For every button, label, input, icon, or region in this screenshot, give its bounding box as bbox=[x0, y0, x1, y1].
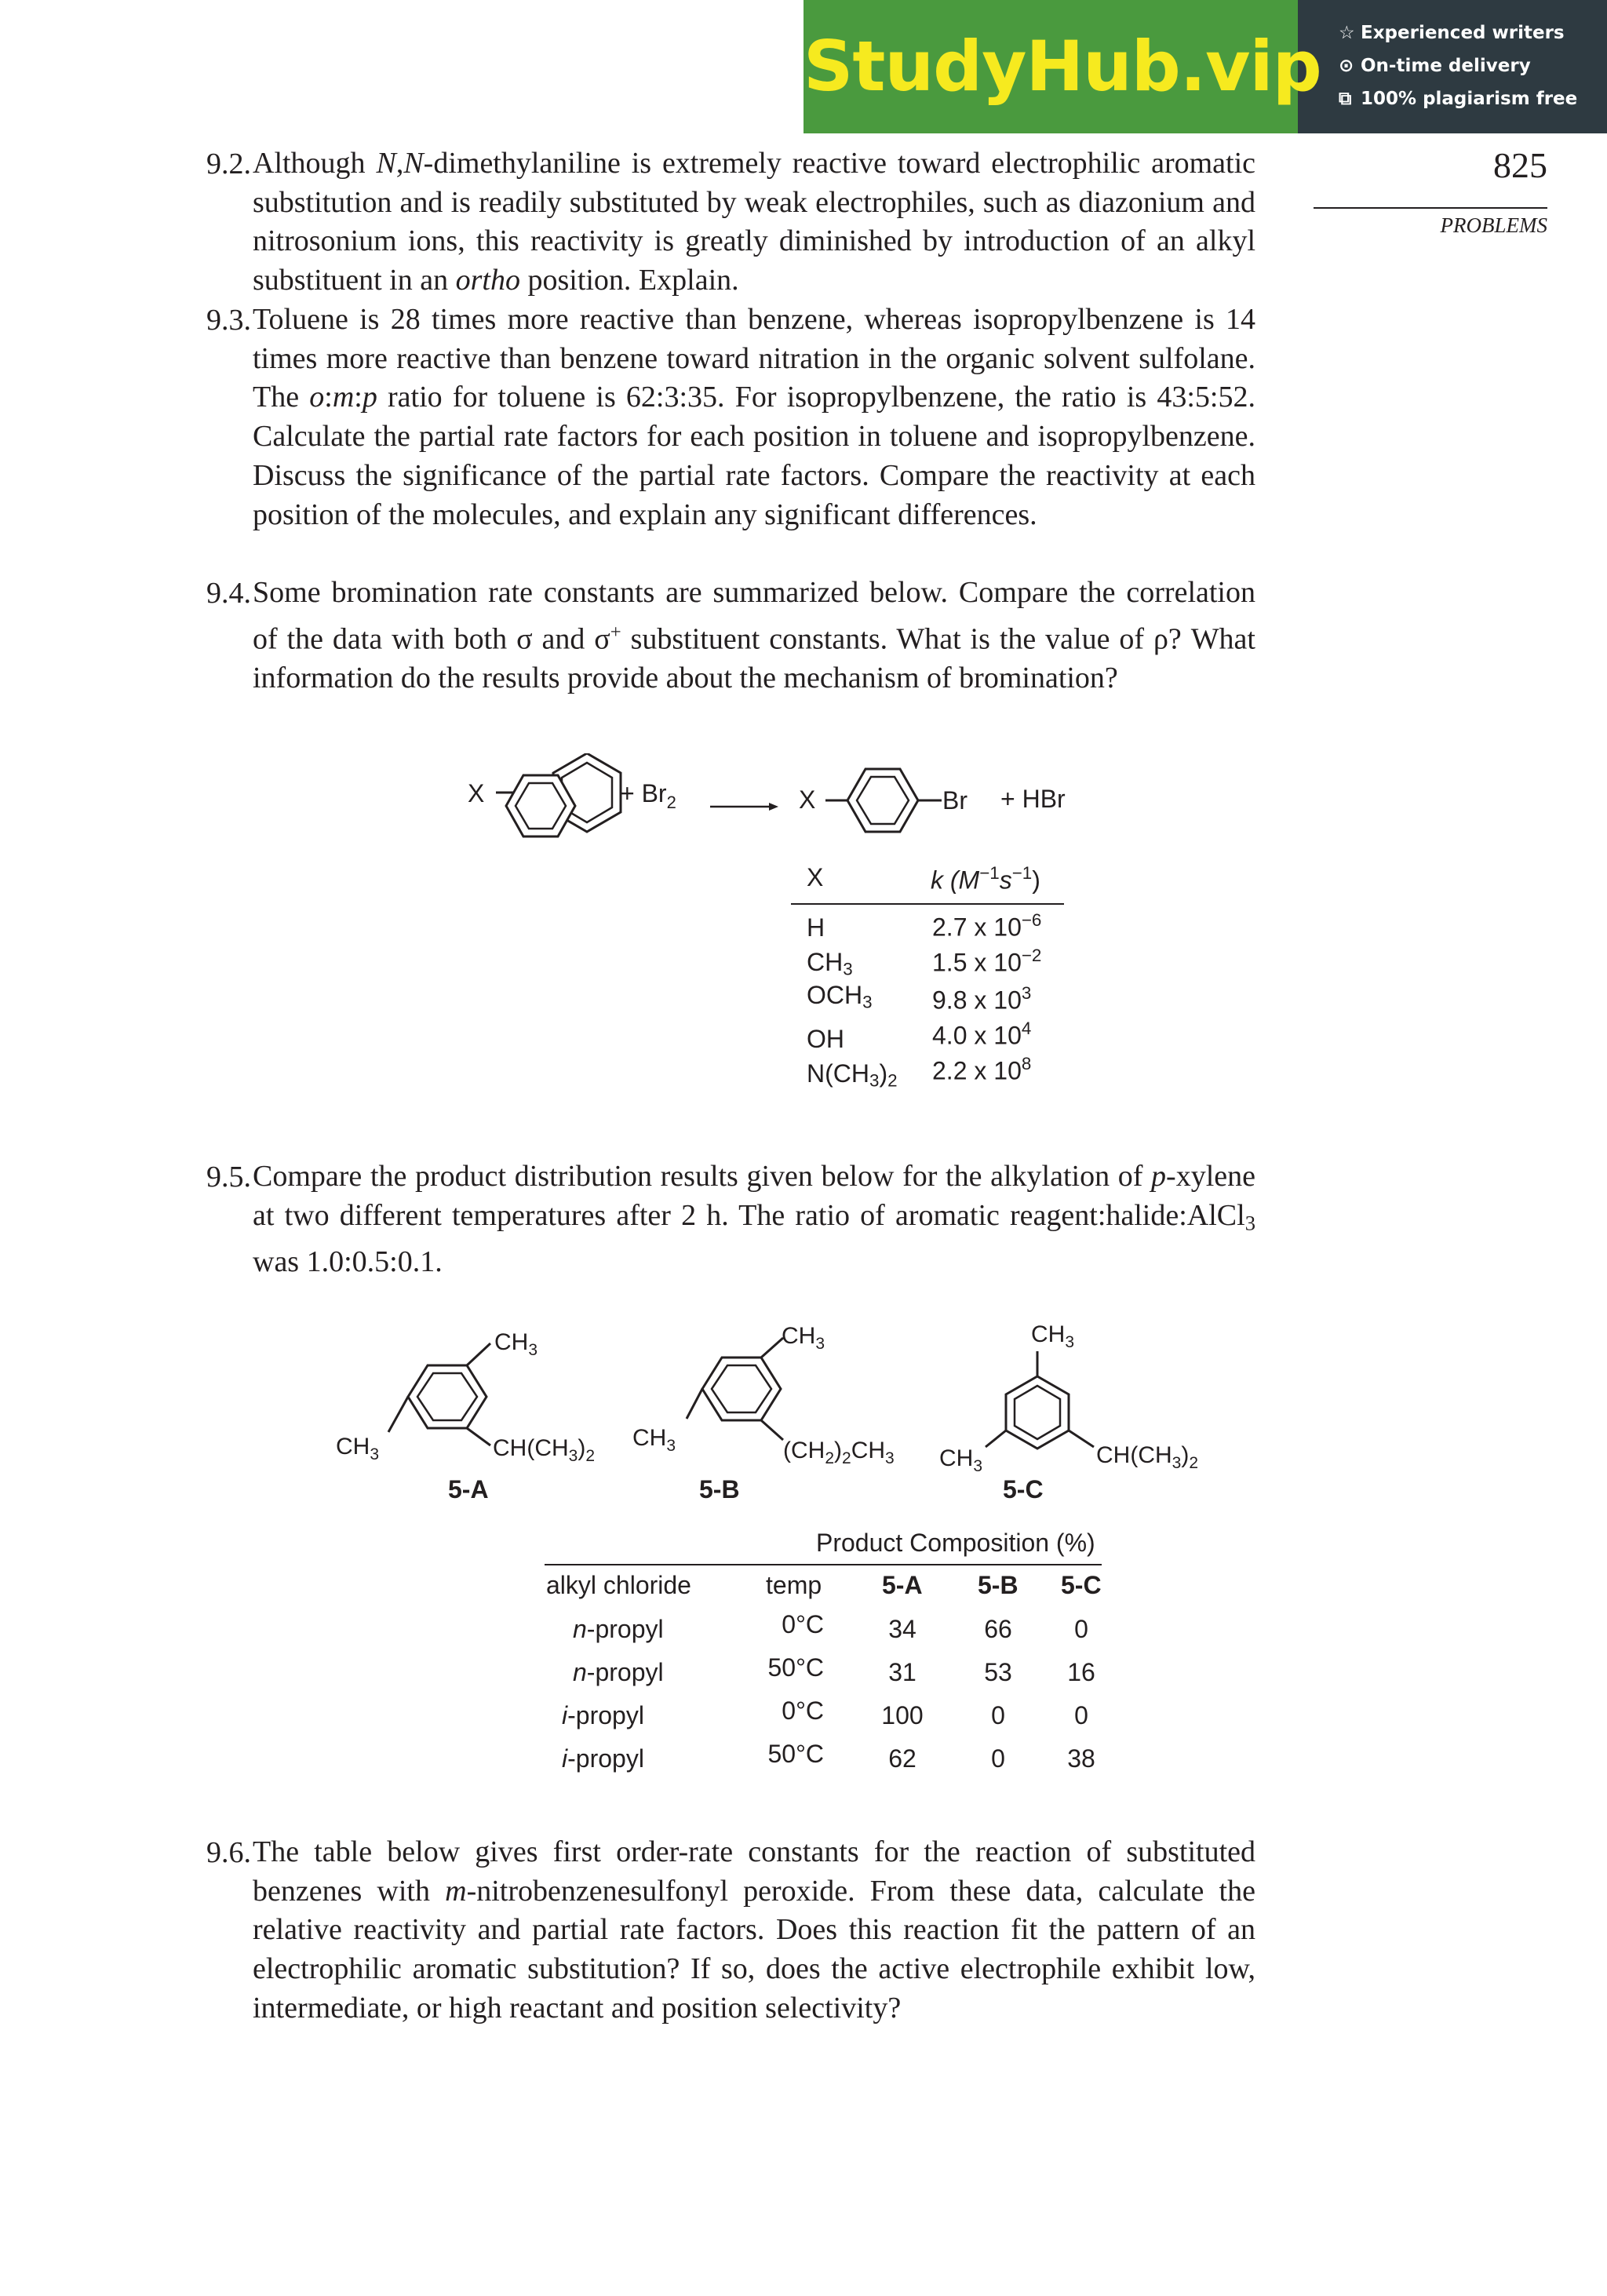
feature-plagiarism-free: ⧉ 100% plagiarism free bbox=[1339, 83, 1598, 115]
substituent-br: Br bbox=[942, 786, 967, 815]
cell-temp: 0°C bbox=[782, 1696, 824, 1725]
cell-5-C: 38 bbox=[1067, 1744, 1095, 1773]
cell-temp: 0°C bbox=[782, 1610, 824, 1638]
running-head: PROBLEMS bbox=[1440, 213, 1547, 237]
cell-chloride: i-propyl bbox=[562, 1744, 644, 1773]
col-header-alkyl-chloride: alkyl chloride bbox=[546, 1571, 691, 1599]
svg-text:CH3: $CH_3$ bbox=[494, 1329, 538, 1359]
label-5-B: 5-B bbox=[699, 1475, 740, 1503]
problem-9-2-text: Although N,N-dimethylaniline is extremely reactive toward electrophilic aromatic substitution and is readily substituted by weak electrophiles, such as diazonium and nitrosonium ions, this reactivity is greatly diminished by introduction of an alkyl substituent in an ortho position. Explain. bbox=[253, 147, 1256, 297]
label-5-A: 5-A bbox=[448, 1475, 489, 1503]
col-header-x: X bbox=[807, 863, 824, 891]
col-header-k: k $(M^{-1}s^{-1})$ bbox=[931, 863, 1040, 895]
cell-chloride: n-propyl bbox=[573, 1615, 664, 1643]
problem-9-3-text: Toluene is 28 times more reactive than benzene, whereas isopropylbenzene is 14 times more reactive than benzene toward nitration in the organic solvent sulfolane. The o:m:p ratio for toluene is 62:3:35. For isopropylbenzene, the ratio is 43:5:52. Calculate the partial rate factors for each position in toluene and isopropylbenzene. Discuss the significance of the partial rate factors. Compare the reactivity at each position of the molecules, and explain any significant differences. bbox=[253, 303, 1255, 531]
svg-text:(CH2)2CH3: $(CH_2)_2CH_3$ bbox=[783, 1438, 895, 1467]
cell-5-C: 0 bbox=[1074, 1701, 1088, 1729]
problem-9-4-text: Some bromination rate constants are summarized below. Compare the correlation of the data with both σ and σ+ substituent constants. What is the value of ρ? What information do the results provide about the mechanism of bromination? bbox=[253, 576, 1255, 695]
problem-number: 9.6. bbox=[206, 1836, 251, 1869]
table-cell-x: $OCH_3$ bbox=[807, 981, 873, 1012]
cell-5-A: 62 bbox=[888, 1744, 916, 1773]
cell-5-C: 16 bbox=[1067, 1658, 1095, 1686]
problem-number: 9.3. bbox=[206, 304, 251, 337]
cell-5-A: 34 bbox=[888, 1615, 916, 1643]
problem-9-6-text: The table below gives first order-rate constants for the reaction of substituted benzenes with m-nitrobenzenesulfonyl peroxide. From these data, calculate the relative reactivity and partial rate factors. Does this reaction fit the pattern of an electrophilic aromatic substitution? If so, does the active electrophile exhibit low, intermediate, or high reactant and position selectivity? bbox=[253, 1835, 1255, 2024]
svg-text:CH3: $CH_3$ bbox=[632, 1425, 676, 1455]
table-cell-x: $N(CH_3)_2$ bbox=[807, 1059, 898, 1091]
table-cell-k: 1.5 x $10^{-2}$ bbox=[932, 946, 1042, 977]
cell-5-B: 0 bbox=[991, 1744, 1005, 1773]
cell-chloride: n-propyl bbox=[573, 1658, 664, 1686]
table-cell-k: 4.0 x $10^4$ bbox=[932, 1019, 1032, 1050]
table-cell-k: 2.7 x $10^{-6}$ bbox=[932, 910, 1042, 942]
cell-5-A: 31 bbox=[888, 1658, 916, 1686]
benzene-ring bbox=[847, 769, 918, 832]
table-cell-x: H bbox=[807, 913, 825, 942]
table-rule bbox=[791, 903, 1064, 905]
structure-5-C bbox=[939, 1321, 1198, 1475]
table-top-rule bbox=[545, 1564, 1102, 1565]
svg-text:CH3: $CH_3$ bbox=[782, 1323, 825, 1353]
substituent-x: X bbox=[799, 785, 816, 814]
star-icon: ☆ bbox=[1339, 23, 1355, 43]
reactant-benzene bbox=[486, 765, 596, 851]
table-cell-k: 2.2 x $10^8$ bbox=[932, 1054, 1032, 1085]
table-group-header: Product Composition (%) bbox=[816, 1529, 1095, 1557]
clock-icon: ⊙ bbox=[1339, 56, 1354, 76]
header-divider bbox=[1314, 207, 1547, 209]
table-top bbox=[791, 859, 1067, 861]
substituent-x: X bbox=[468, 779, 485, 807]
problem-number: 9.4. bbox=[206, 577, 251, 610]
col-header-5-A: 5-A bbox=[882, 1571, 923, 1599]
cell-temp: 50°C bbox=[767, 1653, 824, 1682]
svg-text:CH(CH3)2: $CH(CH_3)_2$ bbox=[493, 1435, 596, 1465]
structure-5-A bbox=[336, 1329, 595, 1465]
feature-on-time-delivery: ⊙ On-time delivery bbox=[1339, 50, 1598, 82]
cell-5-B: 0 bbox=[991, 1701, 1005, 1729]
cell-chloride: i-propyl bbox=[562, 1701, 644, 1729]
svg-text:CH3: $CH_3$ bbox=[939, 1445, 983, 1475]
cell-5-B: 53 bbox=[984, 1658, 1012, 1686]
arrow-head bbox=[769, 803, 778, 811]
plus-hbr: + HBr bbox=[1000, 785, 1066, 813]
cell-temp: 50°C bbox=[767, 1740, 824, 1768]
cell-5-C: 0 bbox=[1074, 1615, 1088, 1643]
cell-5-B: 66 bbox=[984, 1615, 1012, 1643]
svg-text:CH(CH3)2: $CH(CH_3)_2$ bbox=[1096, 1442, 1199, 1472]
svg-text:CH3: $CH_3$ bbox=[336, 1434, 380, 1463]
cell-5-A: 100 bbox=[881, 1701, 924, 1729]
problem-9-5-text: Compare the product distribution results given below for the alkylation of p-xylene at two different temperatures after 2 h. The ratio of aromatic reagent:halide:AlCl$_3$ was 1.0:0.5:0.1. bbox=[253, 1160, 1255, 1279]
brand-logo[interactable]: StudyHub.vip bbox=[804, 26, 1321, 107]
table-cell-k: 9.8 x $10^3$ bbox=[932, 983, 1032, 1015]
col-header-5-B: 5-B bbox=[978, 1571, 1018, 1599]
problem-number: 9.2. bbox=[206, 148, 251, 180]
page-number: 825 bbox=[1493, 145, 1547, 185]
problem-number: 9.5. bbox=[206, 1161, 251, 1194]
structure-5-B bbox=[632, 1323, 895, 1467]
svg-text:CH3: $CH_3$ bbox=[1031, 1321, 1075, 1351]
col-header-5-C: 5-C bbox=[1061, 1571, 1102, 1599]
plus-br2: + $Br_2$ bbox=[620, 779, 676, 812]
feature-experienced-writers: ☆ Experienced writers bbox=[1339, 17, 1598, 49]
table-cell-x: OH bbox=[807, 1025, 844, 1053]
table-cell-x: $CH_3$ bbox=[807, 948, 853, 979]
col-header-temp: temp bbox=[766, 1571, 822, 1599]
copy-icon: ⧉ bbox=[1339, 89, 1352, 109]
label-5-C: 5-C bbox=[1003, 1475, 1044, 1503]
